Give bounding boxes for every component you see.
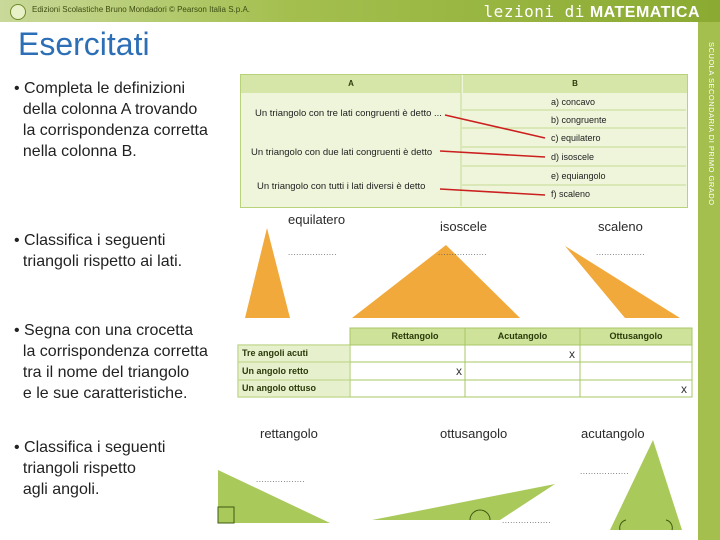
label-acutangolo: acutangolo bbox=[581, 426, 645, 441]
answer-line bbox=[445, 115, 545, 138]
b-item: c) equilatero bbox=[551, 133, 601, 143]
b-item: f) scaleno bbox=[551, 189, 591, 199]
a-item: Un triangolo con tre lati congruenti è detto ... bbox=[255, 108, 442, 119]
answer-dots: .................. bbox=[596, 248, 646, 257]
bullet-line: • Completa le definizioni bbox=[14, 80, 186, 97]
bullet-line: triangoli rispetto ai lati. bbox=[14, 253, 183, 270]
cross-mark: x bbox=[681, 382, 687, 396]
bullet-line: della colonna A trovando bbox=[14, 101, 198, 118]
label-ottusangolo: ottusangolo bbox=[440, 426, 508, 441]
acute-triangle bbox=[610, 440, 682, 530]
bullet-line: • Classifica i seguenti bbox=[14, 439, 166, 456]
label-equilatero: equilatero bbox=[288, 212, 346, 227]
bullet-line: nella colonna B. bbox=[14, 143, 137, 160]
row-tre-angoli-acuti: Tre angoli acuti bbox=[242, 348, 309, 358]
label-scaleno: scaleno bbox=[598, 219, 643, 234]
bullet-line: triangoli rispetto bbox=[14, 460, 136, 477]
isosceles-triangle bbox=[352, 245, 520, 318]
cross-mark: x bbox=[569, 347, 575, 361]
bullet-line: agli angoli. bbox=[14, 481, 100, 498]
label-rettangolo: rettangolo bbox=[260, 426, 318, 441]
bullet-line: la corrispondenza corretta bbox=[14, 122, 208, 139]
obtuse-triangle bbox=[372, 484, 555, 520]
row-un-angolo-ottuso: Un angolo ottuso bbox=[242, 383, 316, 393]
bullet-line: e le sue caratteristiche. bbox=[14, 385, 188, 402]
answer-dots: .................. bbox=[580, 467, 630, 476]
label-isoscele: isoscele bbox=[440, 219, 487, 234]
bullet-line: la corrispondenza corretta bbox=[14, 343, 208, 360]
table-row-lines bbox=[461, 74, 686, 206]
row-un-angolo-retto: Un angolo retto bbox=[242, 366, 309, 376]
answer-dots: .................. bbox=[288, 248, 338, 257]
publisher-text: Edizioni Scolastiche Bruno Mondadori © Pearson Italia S.p.A. bbox=[32, 5, 251, 14]
answer-lines bbox=[440, 115, 545, 195]
header-rettangolo: Rettangolo bbox=[391, 331, 439, 341]
answer-dots: .................. bbox=[502, 516, 552, 525]
header-acutangolo: Acutangolo bbox=[497, 331, 548, 341]
side-text: SCUOLA SECONDARIA DI PRIMO GRADO bbox=[707, 42, 716, 206]
bullet-line: • Classifica i seguenti bbox=[14, 232, 166, 249]
b-item: b) congruente bbox=[551, 115, 607, 125]
col-b-header: B bbox=[463, 75, 687, 93]
cross-mark: x bbox=[456, 364, 462, 378]
answer-dots: .................. bbox=[438, 248, 488, 257]
a-item: Un triangolo con due lati congruenti è detto bbox=[251, 147, 433, 158]
bullet-line: tra il nome del triangolo bbox=[14, 364, 190, 381]
a-item: Un triangolo con tutti i lati diversi è detto bbox=[257, 181, 426, 192]
col-a-header: A bbox=[241, 75, 461, 93]
b-item: e) equiangolo bbox=[551, 171, 606, 181]
page-title: Esercitati bbox=[18, 26, 150, 62]
answer-dots: .................. bbox=[256, 475, 306, 484]
answer-line bbox=[440, 151, 545, 157]
brand-light: lezioni di bbox=[483, 2, 585, 21]
b-item: d) isoscele bbox=[551, 152, 595, 162]
header-ottusangolo: Ottusangolo bbox=[609, 331, 663, 341]
equilateral-triangle bbox=[245, 228, 290, 318]
answer-line bbox=[440, 189, 545, 195]
brand-bold: MATEMATICA bbox=[589, 4, 700, 21]
bullet-line: • Segna con una crocetta bbox=[14, 322, 194, 339]
b-item: a) concavo bbox=[551, 97, 596, 107]
